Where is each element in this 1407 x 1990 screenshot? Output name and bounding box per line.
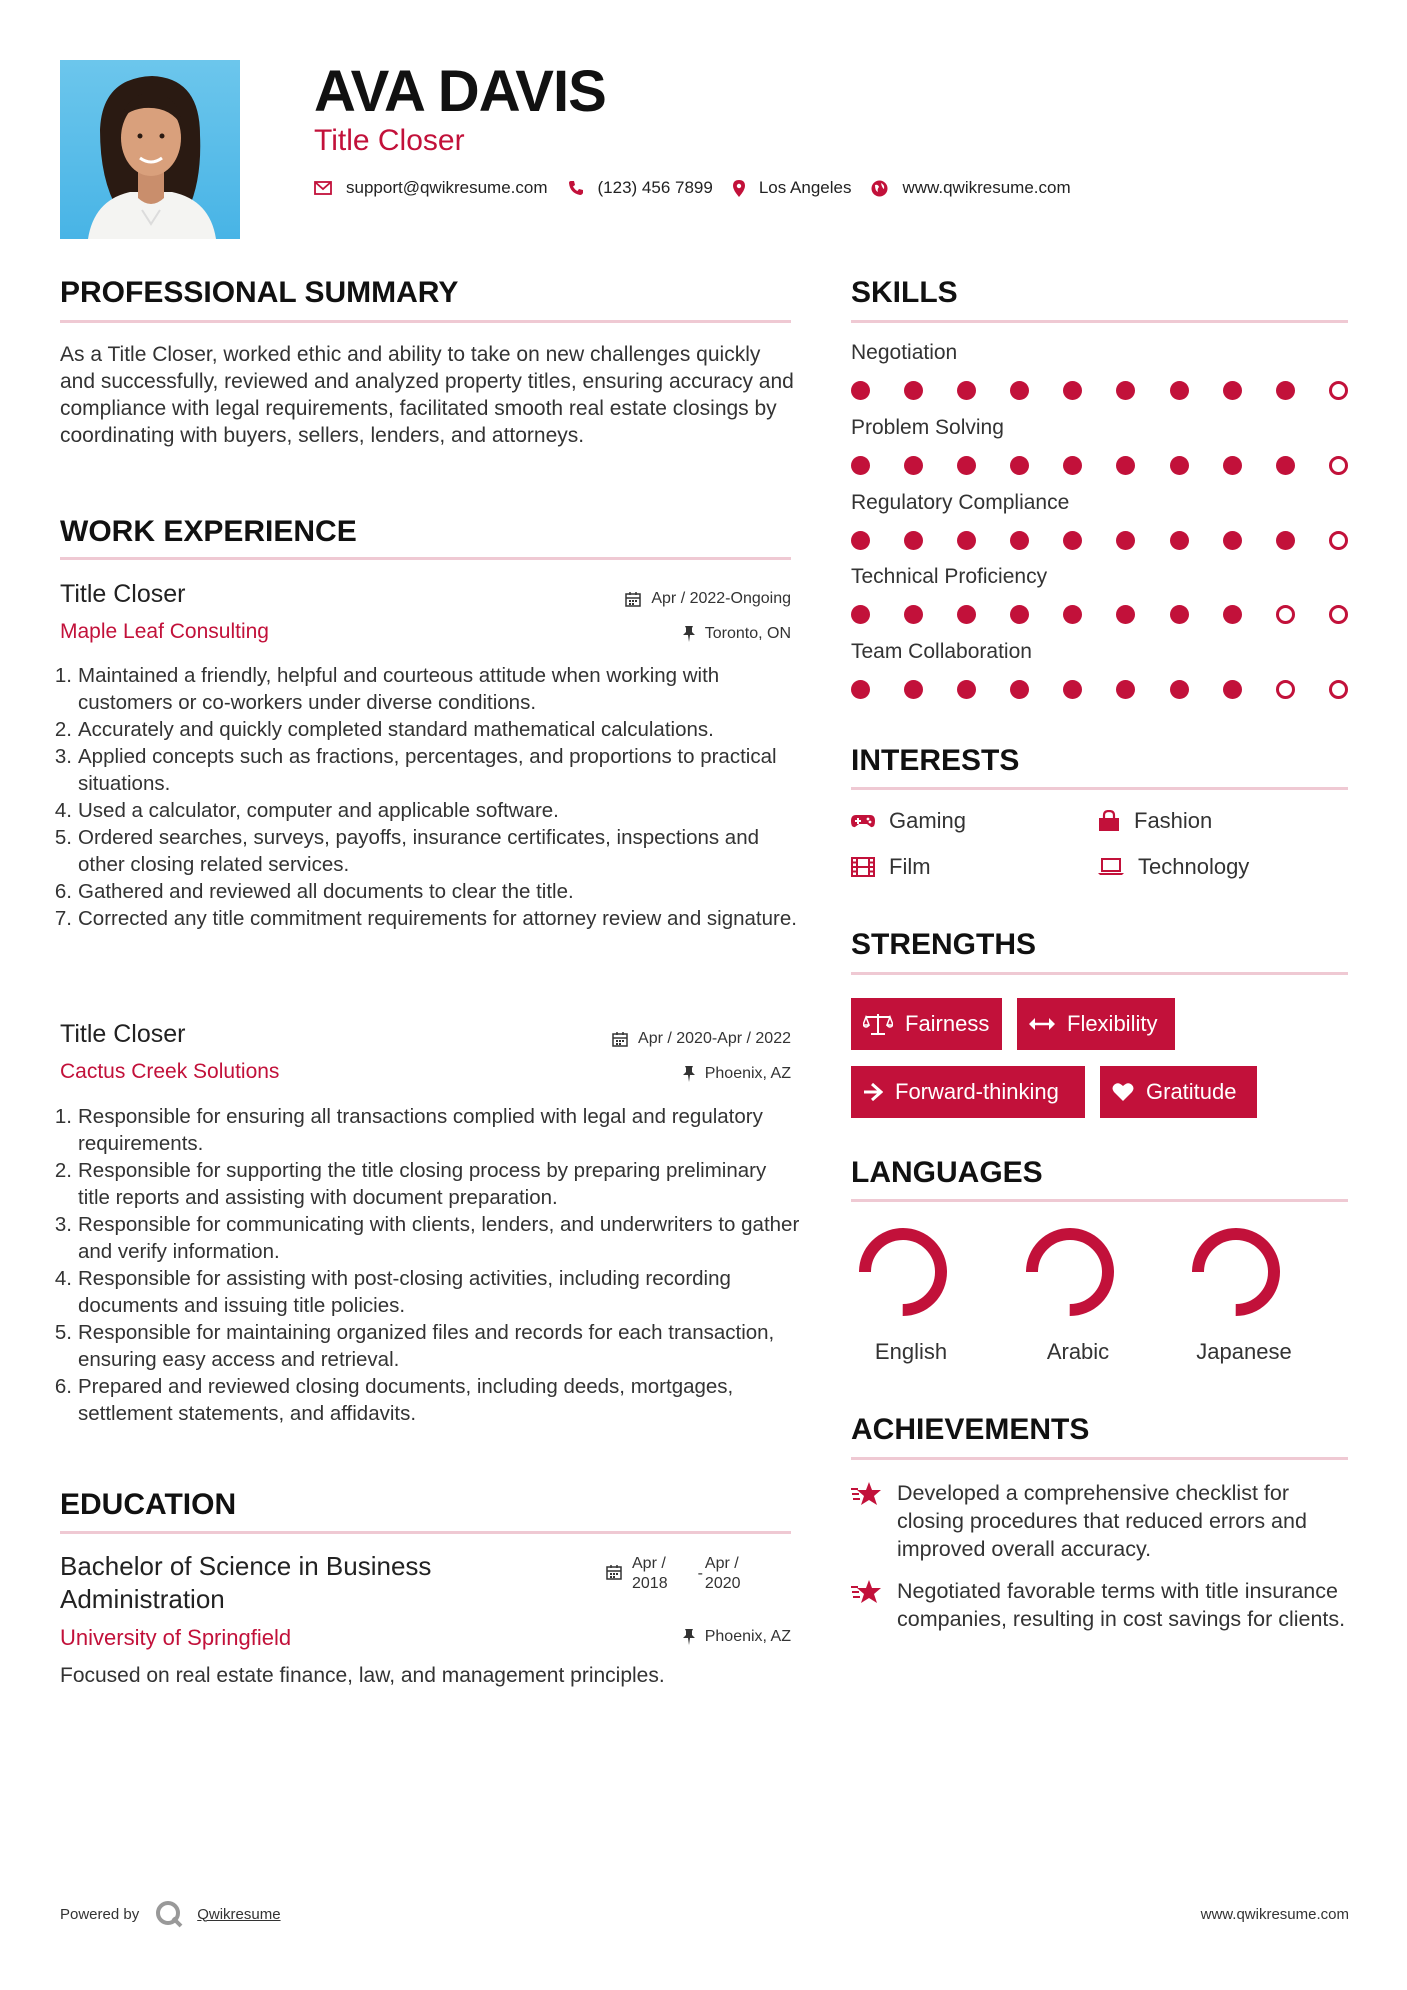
language-level-arc [1198, 1234, 1274, 1310]
achievement-text: Negotiated favorable terms with title insurance companies, resulting in cost savings for clients. [897, 1579, 1346, 1631]
strength-badge-gratitude [1100, 1066, 1257, 1118]
achievement-text: Developed a comprehensive checklist for closing procedures that reduced errors and improved overall accuracy. [897, 1481, 1307, 1561]
rating-dot-filled [1170, 680, 1189, 699]
job-title: Title Closer [60, 1020, 186, 1048]
rating-dot-empty [1276, 605, 1295, 624]
strength-label: Gratitude [1146, 1079, 1237, 1104]
strength-badge-flexibility [1017, 998, 1175, 1050]
section-divider [851, 1457, 1348, 1460]
rating-dot-filled [1010, 381, 1029, 400]
rating-dot-empty [1329, 680, 1348, 699]
section-heading-achievements: ACHIEVEMENTS [851, 1413, 1090, 1446]
rating-dot-filled [1276, 531, 1295, 550]
star-icon [851, 1579, 883, 1605]
rating-dot-filled [1170, 605, 1189, 624]
rating-dot-filled [904, 381, 923, 400]
section-divider [60, 557, 791, 560]
contact-website[interactable] [871, 178, 1070, 198]
strength-badge-forward-thinking [851, 1066, 1085, 1118]
rating-dot-empty [1329, 456, 1348, 475]
rating-dot-filled [1276, 381, 1295, 400]
interest-label: Technology [1138, 854, 1250, 879]
contact-bar [314, 178, 1091, 198]
interest-label: Fashion [1134, 808, 1213, 833]
list-item: 1. Responsible for ensuring all transactions complied with legal and regulatory requirements. [54, 1105, 763, 1155]
phone-icon [568, 180, 584, 196]
job-location [683, 1065, 791, 1083]
rating-dot-filled [1010, 456, 1029, 475]
section-heading-skills: SKILLS [851, 276, 958, 309]
skill-name: Problem Solving [851, 416, 1004, 439]
education-dates [606, 1554, 741, 1594]
job-title: Title Closer [60, 580, 186, 608]
list-item: 7. Corrected any title commitment requirements for attorney review and signature. [54, 907, 797, 930]
job-company: Cactus Creek Solutions [60, 1060, 280, 1083]
skill-rating [851, 680, 1382, 699]
language-level-ring [1020, 1222, 1120, 1322]
envelope-icon [314, 181, 332, 195]
skill-name: Team Collaboration [851, 640, 1032, 663]
rating-dot-filled [1010, 605, 1029, 624]
rating-dot-filled [851, 381, 870, 400]
list-item: 2. Accurately and quickly completed standard mathematical calculations. [54, 718, 714, 741]
pushpin-icon [683, 626, 695, 642]
pushpin-icon [683, 1066, 695, 1082]
job-location-text: Toronto, ON [704, 625, 791, 642]
heart-icon [1112, 1082, 1134, 1102]
phone-text: (123) 456 7899 [597, 178, 713, 197]
section-heading-strengths: STRENGTHS [851, 928, 1037, 961]
skill-rating [851, 381, 1382, 400]
education-end: Apr / 2020 [704, 1555, 741, 1592]
job-location-text: Phoenix, AZ [704, 1065, 791, 1082]
education-note: Focused on real estate finance, law, and management principles. [60, 1664, 665, 1687]
rating-dot-filled [957, 381, 976, 400]
rating-dot-filled [851, 456, 870, 475]
rating-dot-filled [1223, 680, 1242, 699]
rating-dot-filled [1116, 531, 1135, 550]
job-location [683, 625, 791, 643]
section-divider [851, 320, 1348, 323]
footer-powered-by [60, 1900, 281, 1928]
email-text: support@qwikresume.com [346, 178, 548, 197]
rating-dot-filled [1063, 381, 1082, 400]
shopping-bag-icon [1098, 810, 1120, 832]
rating-dot-filled [1223, 531, 1242, 550]
profile-photo [60, 60, 240, 239]
arrow-right-icon [863, 1083, 883, 1101]
website-text: www.qwikresume.com [902, 178, 1071, 197]
rating-dot-filled [1063, 531, 1082, 550]
rating-dot-filled [1170, 531, 1189, 550]
language-level-arc [865, 1234, 941, 1310]
interest-fashion [1098, 808, 1212, 834]
rating-dot-filled [1223, 381, 1242, 400]
rating-dot-filled [904, 680, 923, 699]
interest-label: Gaming [889, 808, 967, 833]
education-start: Apr / 2018 [632, 1555, 668, 1592]
skill-name: Regulatory Compliance [851, 491, 1070, 514]
rating-dot-filled [1223, 456, 1242, 475]
rating-dot-filled [904, 531, 923, 550]
rating-dot-filled [1170, 381, 1189, 400]
rating-dot-filled [1116, 456, 1135, 475]
rating-dot-filled [1063, 456, 1082, 475]
rating-dot-filled [851, 531, 870, 550]
job-dates [612, 1030, 791, 1048]
language-level-ring [853, 1222, 953, 1322]
date-separator: - [697, 1565, 703, 1582]
section-heading-work: WORK EXPERIENCE [60, 515, 357, 548]
candidate-name: AVA DAVIS [314, 59, 606, 124]
rating-dot-filled [904, 456, 923, 475]
rating-dot-empty [1329, 605, 1348, 624]
education-school: University of Springfield [60, 1625, 292, 1650]
rating-dot-filled [1010, 680, 1029, 699]
education-degree: Bachelor of Science in Business Administration [60, 1551, 432, 1614]
location-text: Los Angeles [758, 178, 852, 197]
interest-technology [1098, 854, 1249, 880]
job-company: Maple Leaf Consulting [60, 620, 269, 643]
globe-icon [871, 180, 888, 197]
contact-phone[interactable] [568, 178, 713, 198]
interest-label: Film [889, 854, 931, 879]
gamepad-icon [851, 813, 875, 829]
summary-text: As a Title Closer, worked ethic and ability to take on new challenges quickly and successfully, reviewed and analyzed property titles, ensuring accuracy and compliance with legal requirements, facilitated smooth real estate closings by coordinating with buyers, sellers, lenders, and attorneys. [60, 343, 794, 447]
rating-dot-filled [851, 605, 870, 624]
arrows-horizontal-icon [1029, 1017, 1055, 1031]
list-item: 1. Maintained a friendly, helpful and courteous attitude when working with customers or co-workers under diverse conditions. [54, 664, 720, 714]
section-divider [60, 320, 791, 323]
list-item: 6. Prepared and reviewed closing documents, including deeds, mortgages, settlement statements, and affidavits. [54, 1375, 734, 1425]
section-divider [60, 1531, 791, 1534]
strength-label: Fairness [905, 1011, 990, 1036]
list-item: 4. Used a calculator, computer and applicable software. [54, 799, 559, 822]
balance-scale-icon [863, 1013, 893, 1035]
language-name: Japanese [1196, 1339, 1292, 1364]
rating-dot-filled [1116, 605, 1135, 624]
job-dates-text: Apr / 2020-Apr / 2022 [638, 1030, 791, 1047]
education-location-text: Phoenix, AZ [704, 1628, 791, 1645]
calendar-icon [625, 591, 641, 607]
qwikresume-logo [155, 1900, 183, 1928]
language-level-arc [1032, 1234, 1108, 1310]
rating-dot-filled [957, 531, 976, 550]
section-divider [851, 1199, 1348, 1202]
strength-badge-fairness [851, 998, 1002, 1050]
list-item: 3. Responsible for communicating with clients, lenders, and underwriters to gather and verify information. [54, 1213, 800, 1263]
section-heading-education: EDUCATION [60, 1488, 237, 1521]
skill-name: Technical Proficiency [851, 565, 1048, 588]
job-responsibilities [52, 662, 802, 932]
section-heading-summary: PROFESSIONAL SUMMARY [60, 276, 459, 309]
rating-dot-empty [1276, 680, 1295, 699]
list-item: 3. Applied concepts such as fractions, percentages, and proportions to practical situations. [54, 745, 777, 795]
job-dates [625, 590, 791, 608]
rating-dot-filled [1063, 680, 1082, 699]
language-level-ring [1186, 1222, 1286, 1322]
skill-rating [851, 456, 1382, 475]
rating-dot-filled [957, 605, 976, 624]
section-heading-interests: INTERESTS [851, 744, 1020, 777]
powered-by-label: Powered by [60, 1905, 140, 1923]
rating-dot-filled [1116, 680, 1135, 699]
pushpin-icon [683, 1629, 695, 1645]
rating-dot-filled [957, 456, 976, 475]
skill-name: Negotiation [851, 341, 958, 364]
film-icon [851, 857, 875, 877]
language-name: Arabic [1046, 1339, 1110, 1364]
skill-rating [851, 605, 1382, 624]
rating-dot-filled [1276, 456, 1295, 475]
section-heading-languages: LANGUAGES [851, 1156, 1043, 1189]
calendar-icon [606, 1564, 622, 1580]
rating-dot-empty [1329, 381, 1348, 400]
rating-dot-filled [1223, 605, 1242, 624]
skill-rating [851, 531, 1382, 550]
rating-dot-filled [851, 680, 870, 699]
achievement-item [851, 1577, 1351, 1633]
language-name: English [874, 1339, 948, 1364]
candidate-title: Title Closer [314, 124, 465, 157]
list-item: 6. Gathered and reviewed all documents to clear the title. [54, 880, 574, 903]
list-item: 5. Responsible for maintaining organized files and records for each transaction, ensuring easy access and retrieval. [54, 1321, 775, 1371]
contact-location [733, 178, 852, 198]
footer-website[interactable]: www.qwikresume.com [1200, 1906, 1349, 1923]
laptop-icon [1098, 858, 1124, 876]
qwikresume-link[interactable]: Qwikresume [197, 1905, 281, 1923]
rating-dot-filled [1010, 531, 1029, 550]
rating-dot-empty [1329, 531, 1348, 550]
rating-dot-filled [1063, 605, 1082, 624]
contact-email[interactable] [314, 178, 548, 198]
interest-film [851, 854, 931, 880]
list-item: 5. Ordered searches, surveys, payoffs, insurance certificates, inspections and other closing related services. [54, 826, 760, 876]
rating-dot-filled [957, 680, 976, 699]
rating-dot-filled [1116, 381, 1135, 400]
rating-dot-filled [1170, 456, 1189, 475]
strength-label: Flexibility [1067, 1011, 1158, 1036]
strength-label: Forward-thinking [895, 1079, 1059, 1104]
achievement-item [851, 1479, 1351, 1563]
list-item: 4. Responsible for assisting with post-closing activities, including recording documents and issuing title policies. [54, 1267, 731, 1317]
section-divider [851, 972, 1348, 975]
education-location [683, 1628, 791, 1646]
job-responsibilities [52, 1103, 802, 1427]
rating-dot-filled [904, 605, 923, 624]
interest-gaming [851, 808, 966, 834]
map-marker-icon [733, 180, 745, 197]
job-dates-text: Apr / 2022-Ongoing [651, 590, 791, 607]
section-divider [851, 787, 1348, 790]
calendar-icon [612, 1031, 628, 1047]
list-item: 2. Responsible for supporting the title closing process by preparing preliminary title reports and assisting with document preparation. [54, 1159, 767, 1209]
star-icon [851, 1481, 883, 1507]
